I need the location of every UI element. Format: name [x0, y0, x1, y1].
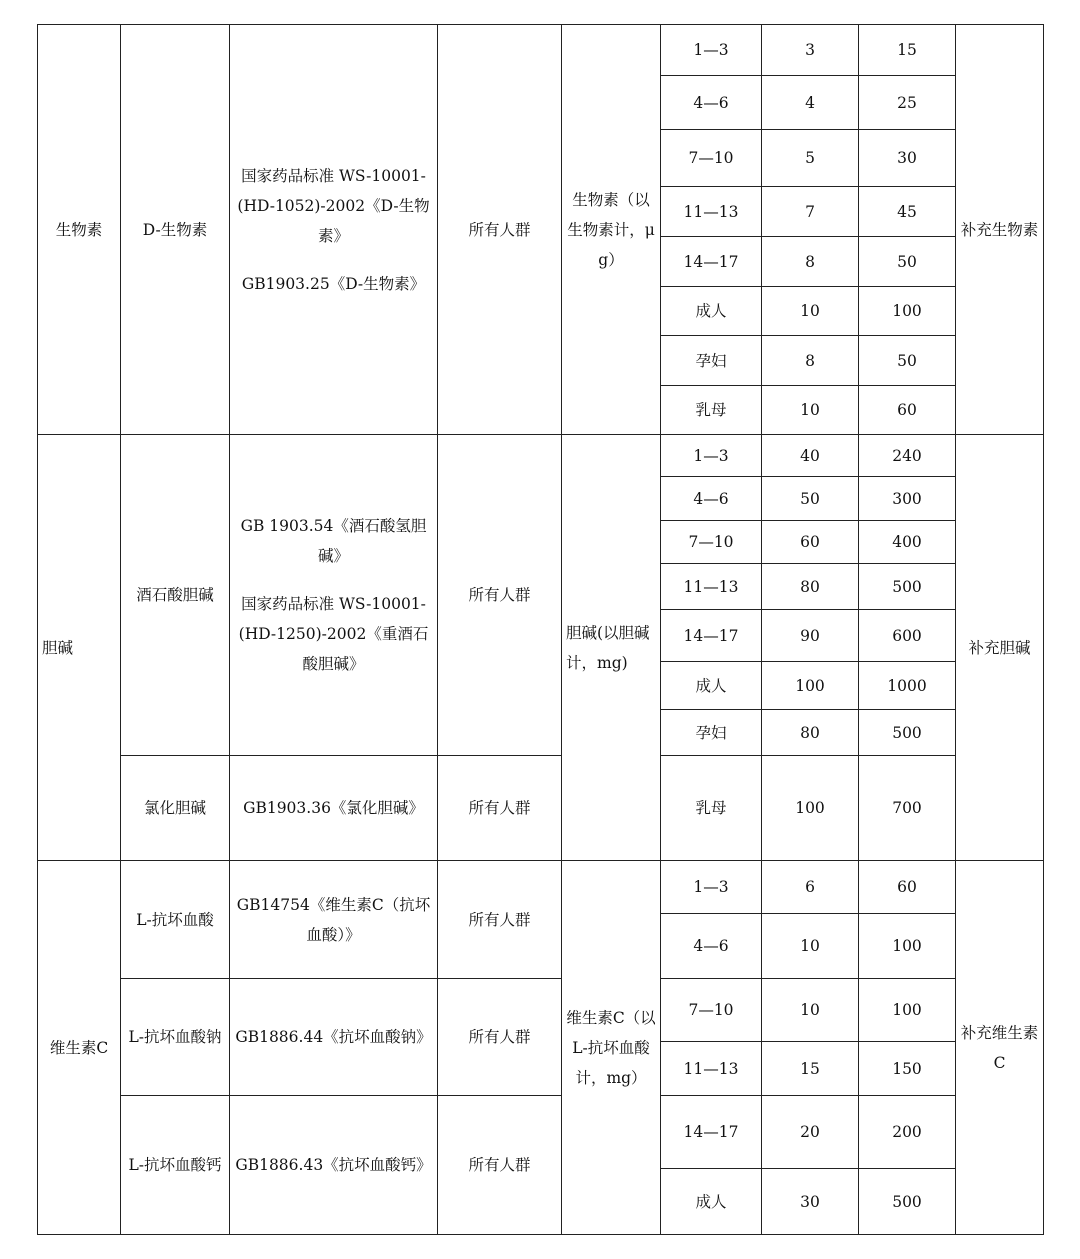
standard-cell: GB14754《维生素C（抗坏血酸）》	[230, 861, 438, 979]
standard-cell: GB1886.44《抗坏血酸钠》	[230, 979, 438, 1096]
age-cell: 成人	[661, 662, 762, 710]
min-value-cell: 10	[762, 287, 859, 336]
max-value-cell: 30	[859, 130, 956, 187]
age-cell: 乳母	[661, 386, 762, 435]
max-value-cell: 300	[859, 477, 956, 521]
unit-cell: 胆碱(以胆碱计，mg)	[562, 435, 661, 861]
min-value-cell: 4	[762, 76, 859, 130]
compound-name-cell: D-生物素	[121, 25, 230, 435]
age-cell: 1—3	[661, 861, 762, 914]
population-cell: 所有人群	[438, 435, 562, 756]
age-cell: 4—6	[661, 76, 762, 130]
population-cell: 所有人群	[438, 756, 562, 861]
age-cell: 乳母	[661, 756, 762, 861]
max-value-cell: 60	[859, 386, 956, 435]
min-value-cell: 10	[762, 979, 859, 1042]
age-cell: 14—17	[661, 610, 762, 662]
nutrient-name-cell: 维生素C	[38, 861, 121, 1235]
min-value-cell: 80	[762, 710, 859, 756]
age-cell: 7—10	[661, 979, 762, 1042]
min-value-cell: 8	[762, 237, 859, 287]
min-value-cell: 90	[762, 610, 859, 662]
max-value-cell: 240	[859, 435, 956, 477]
age-cell: 成人	[661, 1169, 762, 1235]
standard-cell	[230, 25, 438, 435]
age-cell: 11—13	[661, 1042, 762, 1096]
age-cell: 成人	[661, 287, 762, 336]
max-value-cell: 150	[859, 1042, 956, 1096]
age-cell: 14—17	[661, 1096, 762, 1169]
population-cell: 所有人群	[438, 1096, 562, 1235]
standard-text: GB1903.25《D-生物素》	[241, 274, 426, 293]
max-value-cell: 100	[859, 287, 956, 336]
function-cell: 补充生物素	[956, 25, 1044, 435]
max-value-cell: 100	[859, 979, 956, 1042]
min-value-cell: 15	[762, 1042, 859, 1096]
table-row	[38, 1096, 1044, 1169]
max-value-cell: 100	[859, 914, 956, 979]
population-cell: 所有人群	[438, 979, 562, 1096]
min-value-cell: 100	[762, 756, 859, 861]
standard-cell: GB1903.36《氯化胆碱》	[230, 756, 438, 861]
table-row	[38, 979, 1044, 1042]
min-value-cell: 6	[762, 861, 859, 914]
age-cell: 7—10	[661, 130, 762, 187]
nutrient-name-cell: 生物素	[38, 25, 121, 435]
age-cell: 4—6	[661, 914, 762, 979]
standard-cell: GB1886.43《抗坏血酸钙》	[230, 1096, 438, 1235]
age-cell: 7—10	[661, 521, 762, 564]
max-value-cell: 60	[859, 861, 956, 914]
min-value-cell: 100	[762, 662, 859, 710]
table-row	[38, 435, 1044, 477]
population-cell: 所有人群	[438, 861, 562, 979]
min-value-cell: 40	[762, 435, 859, 477]
min-value-cell: 50	[762, 477, 859, 521]
min-value-cell: 10	[762, 386, 859, 435]
min-value-cell: 80	[762, 564, 859, 610]
max-value-cell: 50	[859, 336, 956, 386]
age-cell: 孕妇	[661, 336, 762, 386]
compound-name-cell: 氯化胆碱	[121, 756, 230, 861]
min-value-cell: 10	[762, 914, 859, 979]
max-value-cell: 25	[859, 76, 956, 130]
max-value-cell: 200	[859, 1096, 956, 1169]
max-value-cell: 50	[859, 237, 956, 287]
age-cell: 4—6	[661, 477, 762, 521]
age-cell: 孕妇	[661, 710, 762, 756]
age-cell: 1—3	[661, 435, 762, 477]
function-cell: 补充胆碱	[956, 435, 1044, 861]
compound-name-cell: L-抗坏血酸钙	[121, 1096, 230, 1235]
table-row	[38, 756, 1044, 861]
standard-cell	[230, 435, 438, 756]
min-value-cell: 20	[762, 1096, 859, 1169]
max-value-cell: 500	[859, 1169, 956, 1235]
age-cell: 14—17	[661, 237, 762, 287]
standard-text: GB 1903.54《酒石酸氢胆碱》	[240, 517, 427, 565]
max-value-cell: 500	[859, 564, 956, 610]
min-value-cell: 3	[762, 25, 859, 76]
max-value-cell: 15	[859, 25, 956, 76]
max-value-cell: 1000	[859, 662, 956, 710]
max-value-cell: 500	[859, 710, 956, 756]
max-value-cell: 600	[859, 610, 956, 662]
min-value-cell: 60	[762, 521, 859, 564]
unit-cell: 生物素（以生物素计，μg）	[562, 25, 661, 435]
compound-name-cell: L-抗坏血酸	[121, 861, 230, 979]
compound-name-cell: L-抗坏血酸钠	[121, 979, 230, 1096]
max-value-cell: 700	[859, 756, 956, 861]
age-cell: 11—13	[661, 564, 762, 610]
standard-text: 国家药品标准 WS-10001-(HD-1250)-2002《重酒石酸胆碱》	[238, 595, 429, 673]
max-value-cell: 400	[859, 521, 956, 564]
table-row	[38, 25, 1044, 76]
age-cell: 11—13	[661, 187, 762, 237]
age-cell: 1—3	[661, 25, 762, 76]
nutrient-name-cell: 胆碱	[38, 435, 121, 861]
population-cell: 所有人群	[438, 25, 562, 435]
min-value-cell: 30	[762, 1169, 859, 1235]
function-cell: 补充维生素C	[956, 861, 1044, 1235]
compound-name-cell: 酒石酸胆碱	[121, 435, 230, 756]
min-value-cell: 5	[762, 130, 859, 187]
min-value-cell: 7	[762, 187, 859, 237]
table-row	[38, 861, 1044, 914]
unit-cell: 维生素C（以L-抗坏血酸计，mg）	[562, 861, 661, 1235]
min-value-cell: 8	[762, 336, 859, 386]
max-value-cell: 45	[859, 187, 956, 237]
standard-text: 国家药品标准 WS-10001-(HD-1052)-2002《D-生物素》	[237, 166, 430, 245]
nutrient-specification-table	[37, 24, 1044, 1235]
